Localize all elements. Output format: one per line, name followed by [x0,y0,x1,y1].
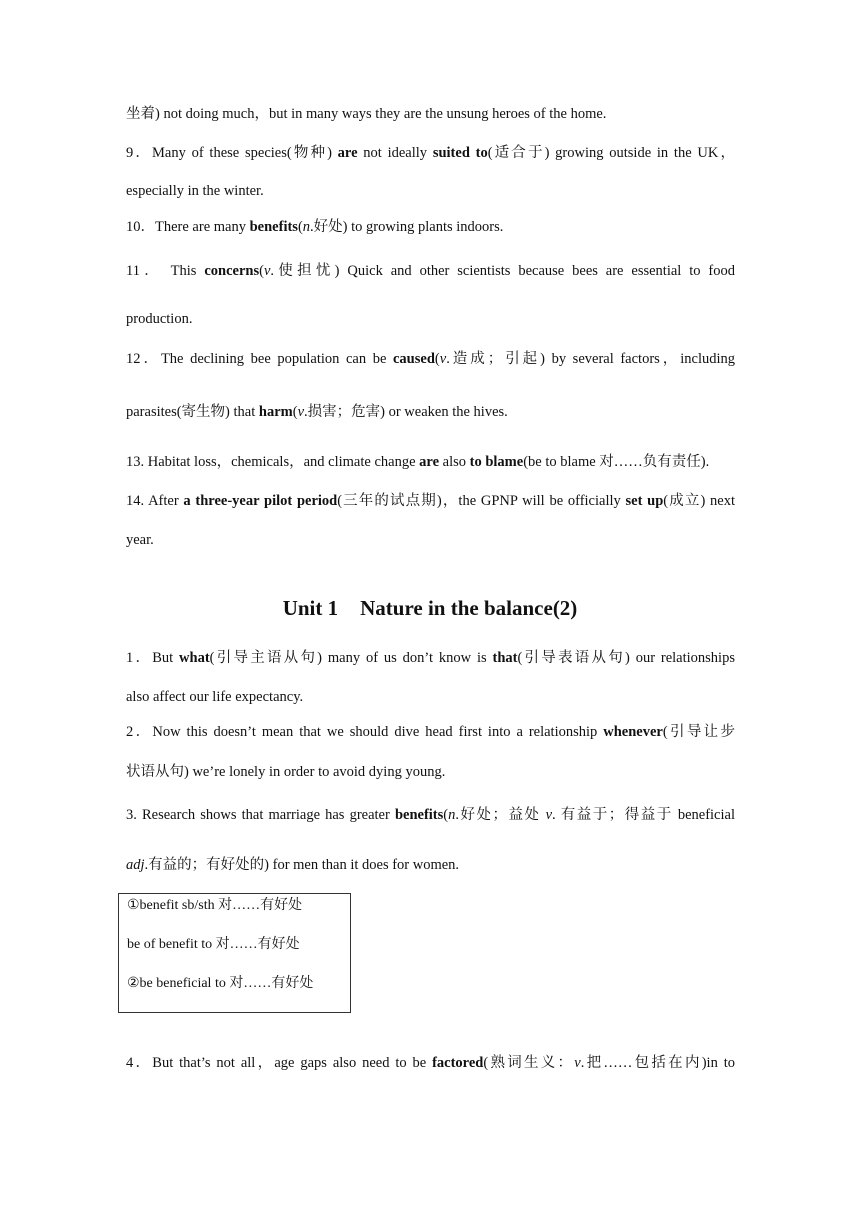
text-line: 10．There are many benefits(n.好处) to growing plants indoors. [126,219,504,235]
text-line: 13. Habitat loss，chemicals，and climate change are also to blame(be to blame 对……负有责任). [126,454,710,470]
text-line: 12．The declining bee population can be caused(v.造成；引起) by several factors，including [126,351,736,367]
unit-title-name: Nature in the balance(2) [360,596,578,620]
text-line: 4．But that’s not all，age gaps also need to be factored(熟词生义：v.把……包括在内)in to [126,1055,735,1071]
unit-title [0,596,860,621]
phrase-box-row: be of benefit to 对……有好处 [127,937,300,952]
phrase-box [118,893,351,1013]
text-line: parasites(寄生物) that harm(v.损害；危害) or weaken the hives. [126,404,508,420]
text-line: 3. Research shows that marriage has greater benefits(n.好处；益处 v. 有益于；得益于 beneficial [126,807,735,823]
text-line: 1．But what(引导主语从句) many of us don’t know is that(引导表语从句) our relationships [126,650,735,666]
unit-title-number: Unit 1 [282,596,339,620]
phrase-box-row: ①benefit sb/sth 对……有好处 [127,898,303,913]
text-line: 坐着) not doing much，but in many ways they are the unsung heroes of the home. [126,106,607,122]
text-line: production. [126,311,193,327]
text-line: 9．Many of these species(物种) are not ideally suited to(适合于) growing outside in the UK， [126,145,735,161]
text-line: year. [126,532,154,548]
text-line: 11． This concerns(v.使担忧) Quick and other scientists because bees are essential to food [126,263,736,279]
text-line: 14. After a three-year pilot period(三年的试点期)，the GPNP will be officially set up(成立) next [126,493,736,509]
phrase-box-row: ②be beneficial to 对……有好处 [127,976,314,991]
text-line: 状语从句) we’re lonely in order to avoid dying young. [126,764,446,780]
text-line: especially in the winter. [126,183,264,199]
text-line: also affect our life expectancy. [126,689,304,705]
text-line: adj.有益的；有好处的) for men than it does for women. [126,857,460,873]
text-line: 2．Now this doesn’t mean that we should dive head first into a relationship whenever(引导让步 [126,724,735,740]
